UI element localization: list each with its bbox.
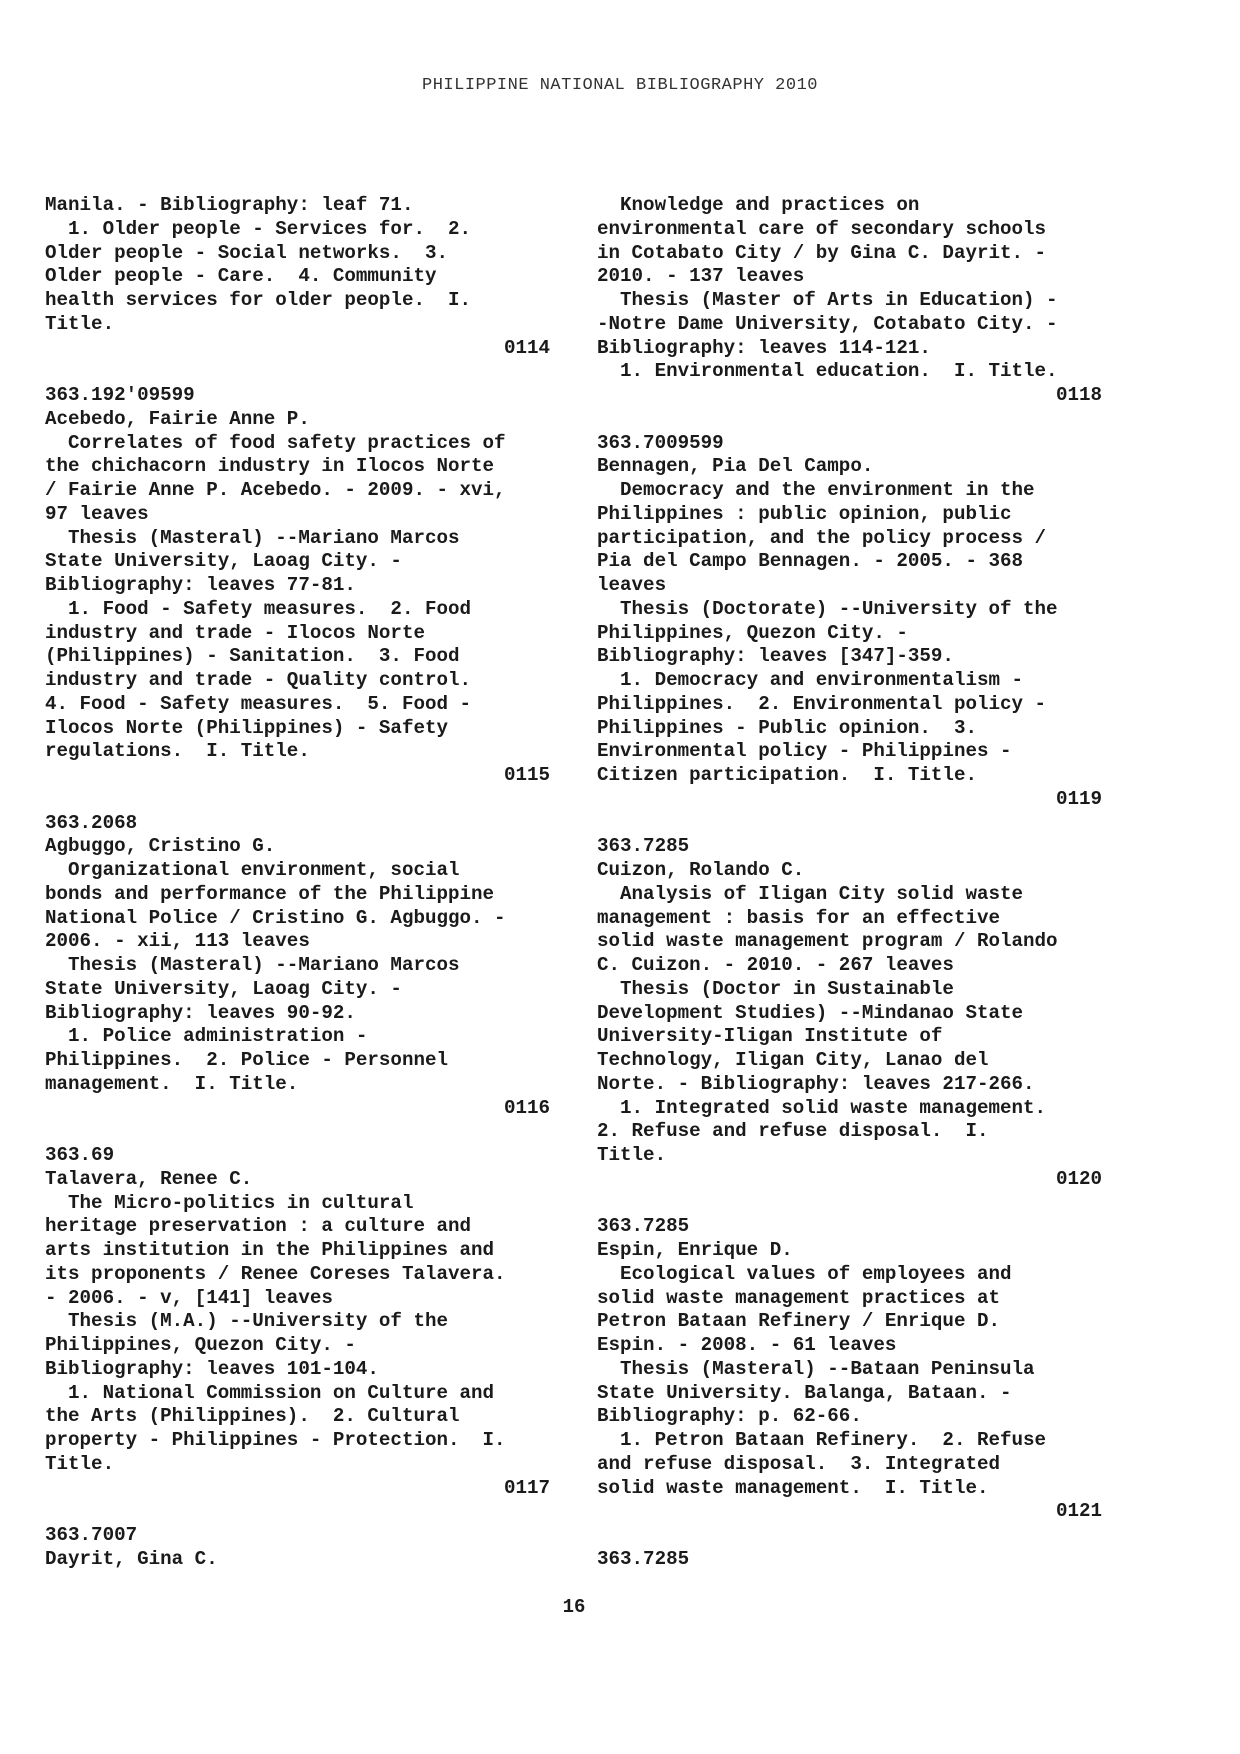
text-line: Thesis (Doctorate) --University of the: [597, 597, 1058, 620]
text-line: Knowledge and practices on: [597, 194, 920, 216]
text-line: [45, 1500, 550, 1524]
entry-number: 0115: [503, 764, 550, 786]
text-line: Environmental policy - Philippines -: [597, 740, 1012, 763]
text-line: solid waste management program / Rolando: [597, 930, 1058, 953]
text-line: Bennagen, Pia Del Campo.: [597, 455, 874, 478]
text-line: State University, Laoag City. -: [45, 550, 402, 573]
entry-number: 0121: [1055, 1500, 1102, 1523]
text-line: Cuizon, Rolando C.: [597, 859, 805, 881]
text-line: bonds and performance of the Philippine: [45, 882, 495, 905]
left-column: [45, 194, 550, 1572]
text-line: Agbuggo, Cristino G.: [45, 835, 276, 858]
text-line: 2006. - xii, 113 leaves: [45, 930, 310, 953]
entry-number: 0116: [503, 1096, 550, 1119]
text-line: solid waste management. I. Title.: [597, 1476, 989, 1499]
text-line: C. Cuizon. - 2010. - 267 leaves: [597, 954, 954, 976]
text-line: its proponents / Renee Coreses Talavera.: [45, 1262, 506, 1285]
text-line: Espin, Enrique D.: [597, 1239, 793, 1261]
text-line: industry and trade - Quality control.: [45, 669, 472, 691]
text-line: management : basis for an effective: [597, 906, 1001, 929]
text-line: 2010. - 137 leaves: [597, 265, 805, 288]
text-line: and refuse disposal. 3. Integrated: [597, 1452, 1001, 1475]
text-line: The Micro-politics in cultural: [45, 1191, 414, 1214]
right-column: [597, 194, 1102, 1572]
text-line: heritage preservation : a culture and: [45, 1215, 472, 1238]
text-line: [45, 788, 550, 812]
text-line: health services for older people. I.: [45, 289, 472, 311]
text-line: Development Studies) --Mindanao State: [597, 1001, 1024, 1024]
text-line: Citizen participation. I. Title.: [597, 764, 977, 786]
text-line: 363.2068: [45, 811, 138, 834]
text-line: [597, 1524, 1102, 1548]
text-line: Older people - Care. 4. Community: [45, 265, 437, 288]
page-number: 16: [562, 1596, 586, 1618]
text-line: Bibliography: leaves [347]-359.: [597, 645, 954, 668]
text-line: Norte. - Bibliography: leaves 217-266.: [597, 1072, 1035, 1095]
text-line: Acebedo, Fairie Anne P.: [45, 407, 310, 430]
text-line: Philippines. 2. Police - Personnel: [45, 1049, 449, 1071]
text-line: Title.: [45, 312, 115, 335]
text-line: 1. Food - Safety measures. 2. Food: [45, 597, 472, 620]
text-line: [597, 408, 1102, 432]
text-line: Bibliography: leaves 101-104.: [45, 1357, 379, 1380]
text-line: Thesis (Doctor in Sustainable: [597, 977, 954, 1000]
text-line: Bibliography: leaves 77-81.: [45, 574, 356, 596]
text-line: 1. Democracy and environmentalism -: [597, 669, 1024, 691]
text-line: 1. Environmental education. I. Title.: [597, 360, 1058, 383]
text-line: 4. Food - Safety measures. 5. Food -: [45, 692, 472, 715]
text-line: Talavera, Renee C.: [45, 1167, 253, 1190]
text-line: Petron Bataan Refinery / Enrique D.: [597, 1310, 1001, 1333]
text-line: Correlates of food safety practices of: [45, 431, 506, 454]
text-line: National Police / Cristino G. Agbuggo. -: [45, 906, 506, 929]
text-line: Philippines. 2. Environmental policy -: [597, 692, 1047, 715]
running-header: PHILIPPINE NATIONAL BIBLIOGRAPHY 2010: [422, 76, 818, 95]
text-line: - 2006. - v, [141] leaves: [45, 1286, 333, 1309]
text-line: Thesis (M.A.) --University of the: [45, 1310, 449, 1333]
text-line: Bibliography: p. 62-66.: [597, 1405, 862, 1428]
text-line: 1. Integrated solid waste management.: [597, 1096, 1047, 1119]
text-line: participation, and the policy process /: [597, 526, 1047, 549]
text-line: [597, 1192, 1102, 1216]
text-line: 363.7009599: [597, 431, 724, 454]
text-line: 1. Older people - Services for. 2.: [45, 217, 472, 240]
text-line: -Notre Dame University, Cotabato City. -: [597, 312, 1058, 335]
text-line: 363.7285: [597, 1215, 690, 1238]
text-line: Philippines - Public opinion. 3.: [597, 716, 977, 739]
text-line: industry and trade - Ilocos Norte: [45, 621, 425, 644]
text-line: [45, 1120, 550, 1144]
text-line: Philippines, Quezon City. -: [45, 1334, 356, 1356]
text-line: [597, 812, 1102, 836]
text-line: 1. Petron Bataan Refinery. 2. Refuse: [597, 1429, 1047, 1451]
text-line: 363.7285: [597, 835, 690, 858]
text-line: 363.69: [45, 1144, 115, 1166]
entry-number: 0114: [503, 336, 550, 359]
text-line: property - Philippines - Protection. I.: [45, 1429, 506, 1451]
text-line: Thesis (Masteral) --Bataan Peninsula: [597, 1357, 1035, 1380]
text-line: 1. Police administration -: [45, 1025, 368, 1048]
text-line: 363.192'09599: [45, 384, 195, 406]
text-line: 1. National Commission on Culture and: [45, 1381, 495, 1404]
text-line: Analysis of Iligan City solid waste: [597, 882, 1024, 905]
text-line: Dayrit, Gina C.: [45, 1547, 218, 1570]
text-line: University-Iligan Institute of: [597, 1025, 943, 1048]
entry-number: 0118: [1055, 384, 1102, 406]
text-line: Title.: [45, 1452, 115, 1475]
entry-number: 0120: [1055, 1167, 1102, 1190]
text-line: Bibliography: leaves 90-92.: [45, 1001, 356, 1024]
text-line: Manila. - Bibliography: leaf 71.: [45, 194, 414, 216]
text-line: 363.7007: [45, 1524, 138, 1546]
text-line: 2. Refuse and refuse disposal. I.: [597, 1120, 989, 1143]
text-line: Philippines : public opinion, public: [597, 502, 1012, 525]
text-line: (Philippines) - Sanitation. 3. Food: [45, 645, 460, 668]
text-line: Organizational environment, social: [45, 859, 460, 881]
text-line: 363.7285: [597, 1547, 690, 1570]
text-line: 97 leaves: [45, 502, 149, 525]
text-line: arts institution in the Philippines and: [45, 1239, 495, 1261]
text-line: Title.: [597, 1144, 667, 1166]
text-line: environmental care of secondary schools: [597, 217, 1047, 240]
text-line: Thesis (Masteral) --Mariano Marcos: [45, 954, 460, 976]
text-line: the Arts (Philippines). 2. Cultural: [45, 1405, 460, 1428]
entry-number: 0117: [503, 1476, 550, 1499]
text-line: regulations. I. Title.: [45, 740, 310, 763]
text-line: Thesis (Masteral) --Mariano Marcos: [45, 526, 460, 549]
text-line: Pia del Campo Bennagen. - 2005. - 368: [597, 550, 1024, 573]
text-line: leaves: [597, 574, 667, 596]
text-line: Philippines, Quezon City. -: [597, 621, 908, 644]
text-line: [45, 360, 550, 384]
text-line: the chichacorn industry in Ilocos Norte: [45, 455, 495, 478]
text-line: in Cotabato City / by Gina C. Dayrit. -: [597, 241, 1047, 264]
text-line: Older people - Social networks. 3.: [45, 241, 449, 264]
text-line: State University. Balanga, Bataan. -: [597, 1381, 1012, 1404]
text-line: Ecological values of employees and: [597, 1262, 1012, 1285]
text-line: / Fairie Anne P. Acebedo. - 2009. - xvi,: [45, 479, 506, 501]
text-line: solid waste management practices at: [597, 1286, 1001, 1309]
text-line: State University, Laoag City. -: [45, 977, 402, 1000]
text-line: Technology, Iligan City, Lanao del: [597, 1049, 989, 1071]
text-line: Democracy and the environment in the: [597, 479, 1035, 501]
text-line: management. I. Title.: [45, 1072, 299, 1095]
text-line: Thesis (Master of Arts in Education) -: [597, 289, 1058, 311]
text-line: Espin. - 2008. - 61 leaves: [597, 1334, 897, 1356]
entry-number: 0119: [1055, 787, 1102, 810]
text-line: Bibliography: leaves 114-121.: [597, 336, 931, 359]
text-line: Ilocos Norte (Philippines) - Safety: [45, 716, 449, 739]
